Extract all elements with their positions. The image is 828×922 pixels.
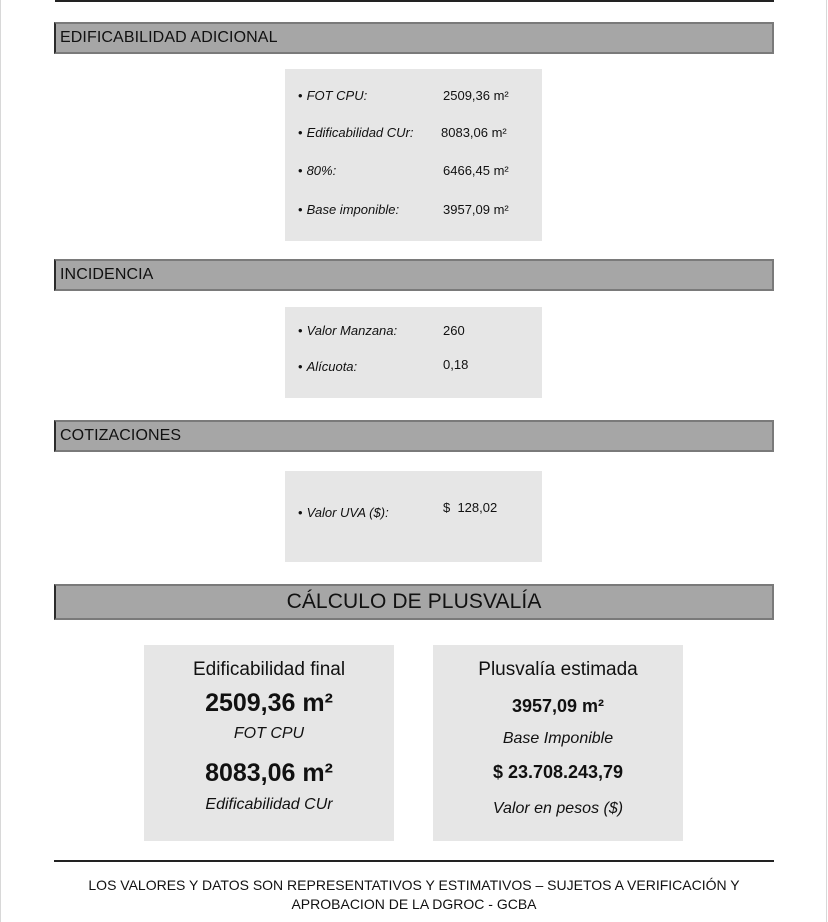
row-label: Alícuota: (306, 359, 358, 374)
value-base-imponible: 3957,09 m² (511, 696, 605, 716)
row-value: 3957,09 m² (443, 202, 509, 217)
plusvalia-estimada-box (433, 645, 683, 841)
value-pesos: $ 23.708.243,79 (492, 762, 624, 782)
page-left-edge (0, 0, 1, 922)
section-header-edificabilidad-adicional (54, 22, 774, 54)
page-right-edge (826, 0, 827, 922)
box-title: Edificabilidad final (192, 659, 346, 680)
section-header-incidencia (54, 259, 774, 291)
row-value: 2509,36 m² (443, 88, 509, 103)
row-label: Valor UVA ($): (306, 505, 389, 520)
info-row-base-imponible: • Base imponible: 3957,09 m² (298, 202, 509, 217)
caption-pesos: Valor en pesos ($) (492, 800, 624, 817)
info-row-valor-manzana: • Valor Manzana: 260 (298, 323, 465, 338)
row-value: 260 (443, 323, 465, 338)
row-label: 80%: (306, 163, 337, 178)
section-title: CÁLCULO DE PLUSVALÍA (286, 590, 542, 613)
box-title: Plusvalía estimada (478, 659, 638, 680)
value-fot-cpu: 2509,36 m² (205, 689, 333, 717)
row-value: 0,18 (443, 357, 469, 372)
info-row-80-percent: • 80%: 6466,45 m² (298, 163, 509, 178)
bottom-divider (54, 860, 774, 862)
edificabilidad-final-box (144, 645, 394, 841)
info-row-fot-cpu: • FOT CPU: 2509,36 m² (298, 88, 509, 103)
caption-edificabilidad-cur: Edificabilidad CUr (205, 796, 333, 813)
row-value: $ 128,02 (443, 500, 498, 515)
info-row-alicuota: • Alícuota: 0,18 (298, 357, 469, 374)
row-value: 8083,06 m² (441, 125, 507, 140)
disclaimer-line-2: APROBACION DE LA DGROC - GCBA (291, 896, 537, 912)
caption-base-imponible: Base Imponible (502, 730, 614, 747)
row-label: Base imponible: (306, 202, 400, 217)
caption-fot-cpu: FOT CPU (233, 725, 305, 742)
disclaimer-footer (54, 876, 774, 914)
value-edificabilidad-cur: 8083,06 m² (205, 759, 333, 787)
incidencia-box (285, 307, 542, 398)
edificabilidad-adicional-box (285, 69, 542, 241)
row-value: 6466,45 m² (443, 163, 509, 178)
row-label: Valor Manzana: (306, 323, 398, 338)
info-row-valor-uva: • Valor UVA ($): $ 128,02 (298, 500, 498, 520)
section-header-cotizaciones (54, 420, 774, 452)
section-header-calculo-plusvalia (54, 584, 774, 620)
row-label: FOT CPU: (306, 88, 368, 103)
section-title: INCIDENCIA (60, 266, 154, 283)
info-row-edificabilidad-cur: • Edificabilidad CUr: 8083,06 m² (298, 125, 507, 140)
section-title: COTIZACIONES (60, 427, 182, 444)
disclaimer-line-1: LOS VALORES Y DATOS SON REPRESENTATIVOS Y ESTIMATIVOS – SUJETOS A VERIFICACIÓN Y (88, 877, 740, 893)
top-divider (55, 0, 774, 2)
cotizaciones-box (285, 471, 542, 562)
row-label: Edificabilidad CUr: (306, 125, 414, 140)
section-title: EDIFICABILIDAD ADICIONAL (60, 29, 278, 46)
